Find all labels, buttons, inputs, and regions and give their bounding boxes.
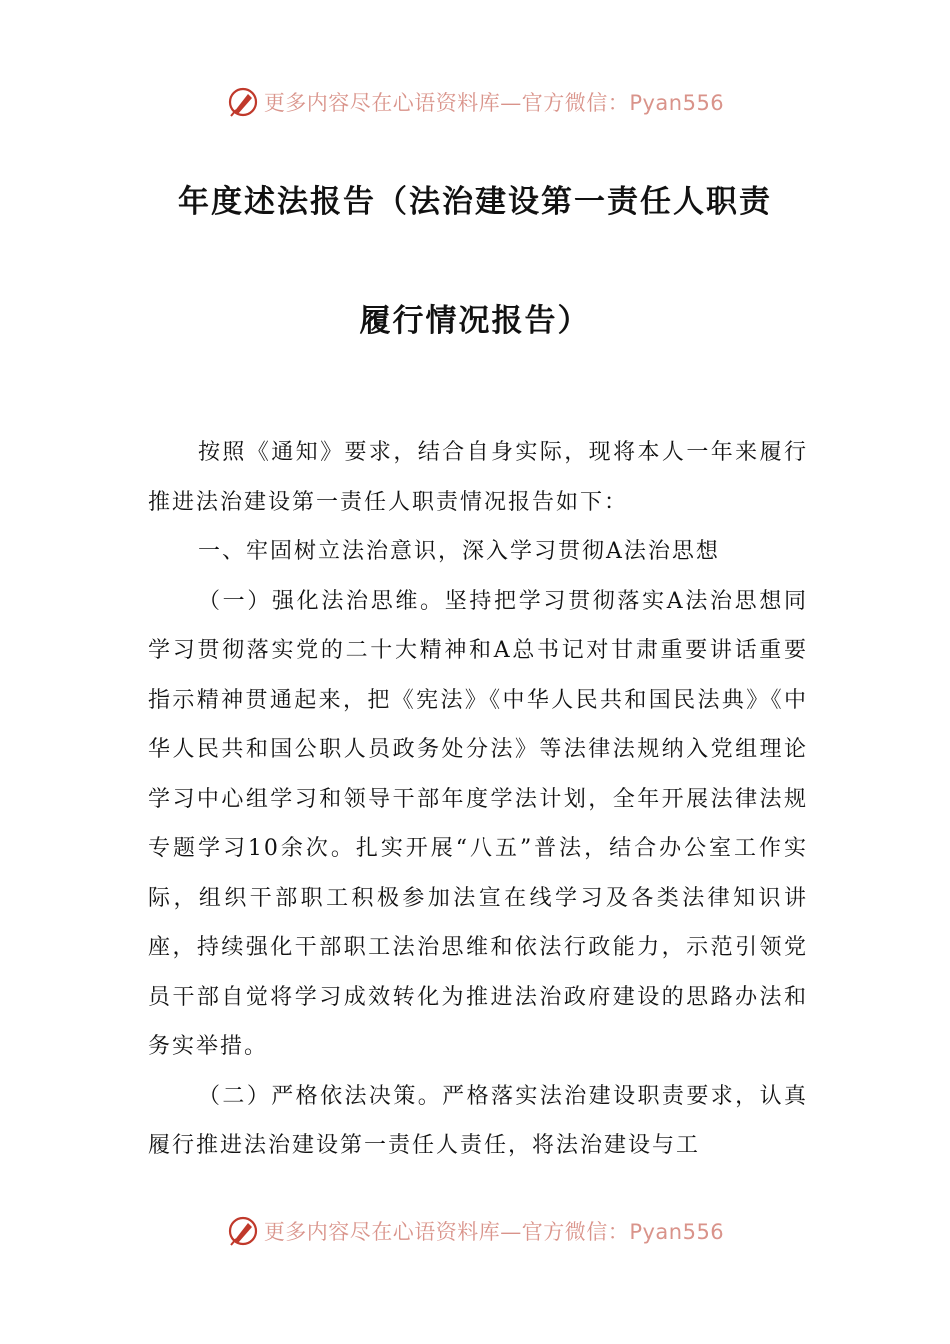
pen-nib-logo-icon <box>226 1214 260 1248</box>
watermark-text: 更多内容尽在心语资料库—官方微信：Pyan556 <box>263 91 725 115</box>
paragraph-subsection-1: （一）强化法治思维。坚持把学习贯彻落实A法治思想同学习贯彻落实党的二十大精神和A总书记对甘肃重要讲话重要指示精神贯通起来，把《宪法》《中华人民共和国民法典》《中华人民共和国公职人员政务处分法》等法律法规纳入党组理论学习中心组学习和领导干部年度学法计划，全年开展法律法规专题学习10余次。扎实开展“八五”普法，结合办公室工作实际，组织干部职工积极参加法宣在线学习及各类法律知识讲座，持续强化干部职工法治思维和依法行政能力，示范引领党员干部自觉将学习成效转化为推进法治政府建设的思路办法和务实举措。 <box>148 588 808 1059</box>
watermark-banner-bottom <box>0 1211 950 1251</box>
paragraph-subsection-2: （二）严格依法决策。严格落实法治建设职责要求，认真履行推进法治建设第一责任人责任，将法治建设与工 <box>148 1083 808 1158</box>
section-heading: 一、牢固树立法治意识，深入学习贯彻A法治思想 <box>198 539 720 564</box>
watermark-banner-top <box>0 82 950 122</box>
pen-nib-logo-icon <box>226 85 260 119</box>
paragraph-intro: 按照《通知》要求，结合自身实际，现将本人一年来履行推进法治建设第一责任人职责情况报告如下： <box>148 440 808 515</box>
document-title-line-2: 履行情况报告） <box>359 303 591 339</box>
document-title-line-1: 年度述法报告（法治建设第一责任人职责 <box>178 184 772 220</box>
document-body <box>148 428 808 1171</box>
watermark-text: 更多内容尽在心语资料库—官方微信：Pyan556 <box>263 1220 725 1244</box>
